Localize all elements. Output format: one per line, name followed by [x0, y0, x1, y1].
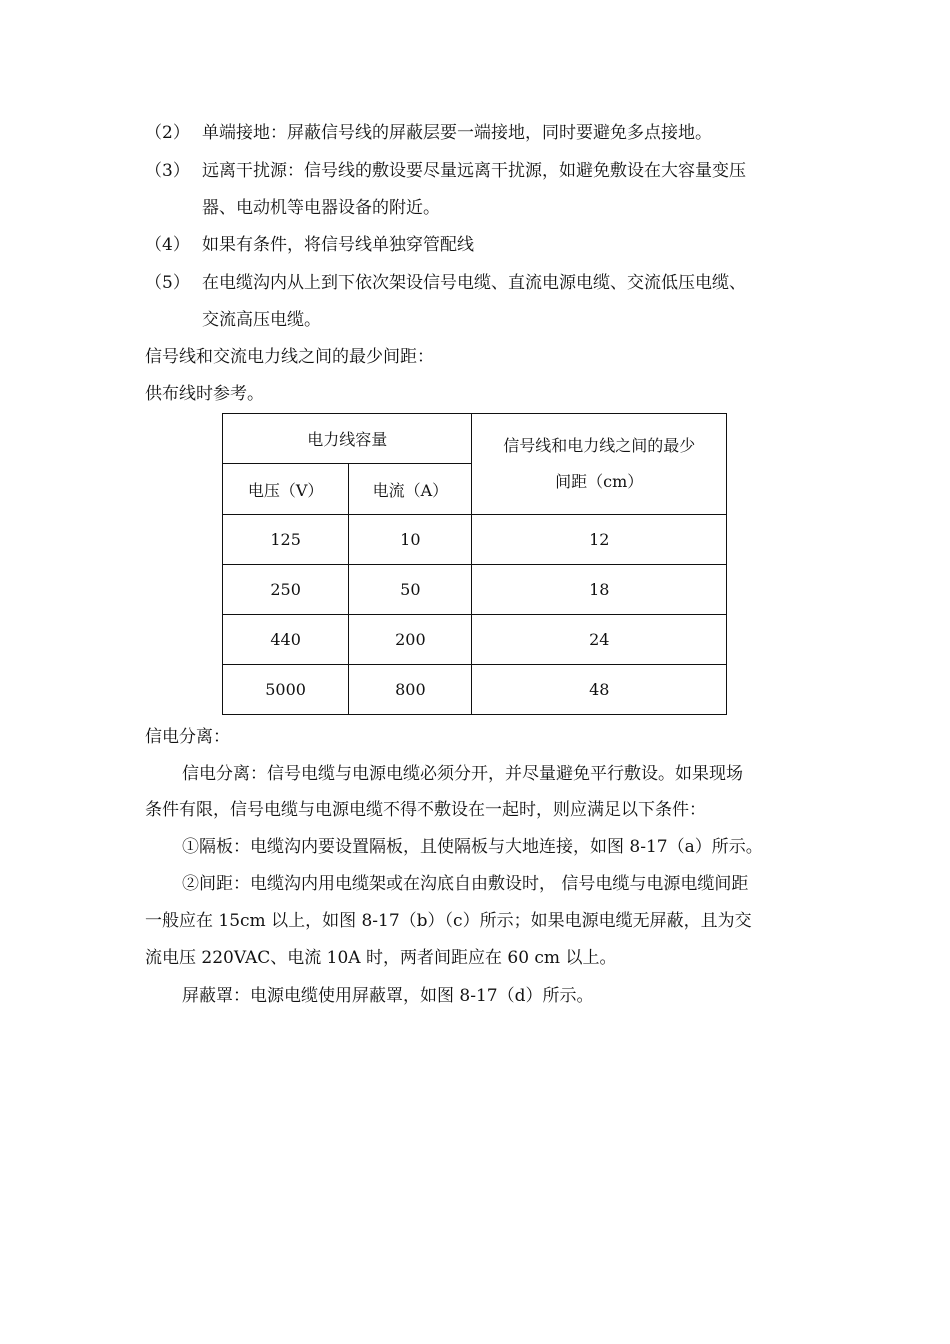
header-current: 电流（A）: [349, 464, 472, 515]
list-item-number: （2）: [145, 123, 190, 143]
list-item-text: 器、电动机等电器设备的附近。: [202, 198, 440, 218]
list-item-number: （5）: [145, 273, 190, 293]
header-power-capacity: 电力线容量: [223, 414, 472, 464]
cell-current: 200: [349, 615, 472, 665]
table-row: [223, 515, 727, 565]
paragraph-text: 条件有限，信号电缆与电源电缆不得不敷设在一起时，则应满足以下条件：: [145, 800, 706, 820]
list-item-text: 交流高压电缆。: [202, 310, 321, 330]
header-min-spacing-line: 间距（cm）: [555, 472, 644, 491]
table-row: [223, 665, 727, 715]
table-row: [223, 615, 727, 665]
paragraph-text: 屏蔽罩：电源电缆使用屏蔽罩，如图 8-17（d）所示。: [182, 986, 594, 1006]
header-voltage: 电压（V）: [223, 464, 349, 515]
spacing-table: [222, 413, 727, 715]
list-item-number: （4）: [145, 235, 190, 255]
cell-spacing: 18: [472, 565, 727, 615]
header-min-spacing-line: 信号线和电力线之间的最少: [503, 436, 696, 455]
list-item-text: 如果有条件，将信号线单独穿管配线: [202, 235, 474, 255]
header-min-spacing: [472, 414, 727, 515]
list-item-text: 单端接地：屏蔽信号线的屏蔽层要一端接地，同时要避免多点接地。: [202, 123, 712, 143]
intro-text: 信号线和交流电力线之间的最少间距：: [145, 347, 434, 367]
cell-voltage: 125: [223, 515, 349, 565]
paragraph-text: 一般应在 15cm 以上，如图 8-17（b）（c）所示；如果电源电缆无屏蔽，且为交: [145, 911, 752, 931]
cell-voltage: 5000: [223, 665, 349, 715]
list-item-text: 远离干扰源：信号线的敷设要尽量远离干扰源，如避免敷设在大容量变压: [202, 161, 746, 181]
cell-voltage: 250: [223, 565, 349, 615]
paragraph-text: ②间距：电缆沟内用电缆架或在沟底自由敷设时， 信号电缆与电源电缆间距: [182, 874, 749, 894]
list-item-number: （3）: [145, 161, 190, 181]
intro-text: 供布线时参考。: [145, 384, 264, 404]
cell-current: 50: [349, 565, 472, 615]
paragraph-text: 流电压 220VAC、电流 10A 时，两者间距应在 60 cm 以上。: [145, 948, 617, 968]
cell-spacing: 24: [472, 615, 727, 665]
list-item-text: 在电缆沟内从上到下依次架设信号电缆、直流电源电缆、交流低压电缆、: [202, 273, 746, 293]
paragraph-text: ①隔板：电缆沟内要设置隔板，且使隔板与大地连接，如图 8-17（a）所示。: [182, 837, 763, 857]
paragraph-text: 信电分离：信号电缆与电源电缆必须分开，并尽量避免平行敷设。如果现场: [182, 764, 743, 784]
cell-spacing: 48: [472, 665, 727, 715]
table-row: [223, 565, 727, 615]
section-title-text: 信电分离：: [145, 727, 230, 747]
cell-spacing: 12: [472, 515, 727, 565]
cell-voltage: 440: [223, 615, 349, 665]
cell-current: 10: [349, 515, 472, 565]
table-header-row: [223, 414, 727, 464]
cell-current: 800: [349, 665, 472, 715]
